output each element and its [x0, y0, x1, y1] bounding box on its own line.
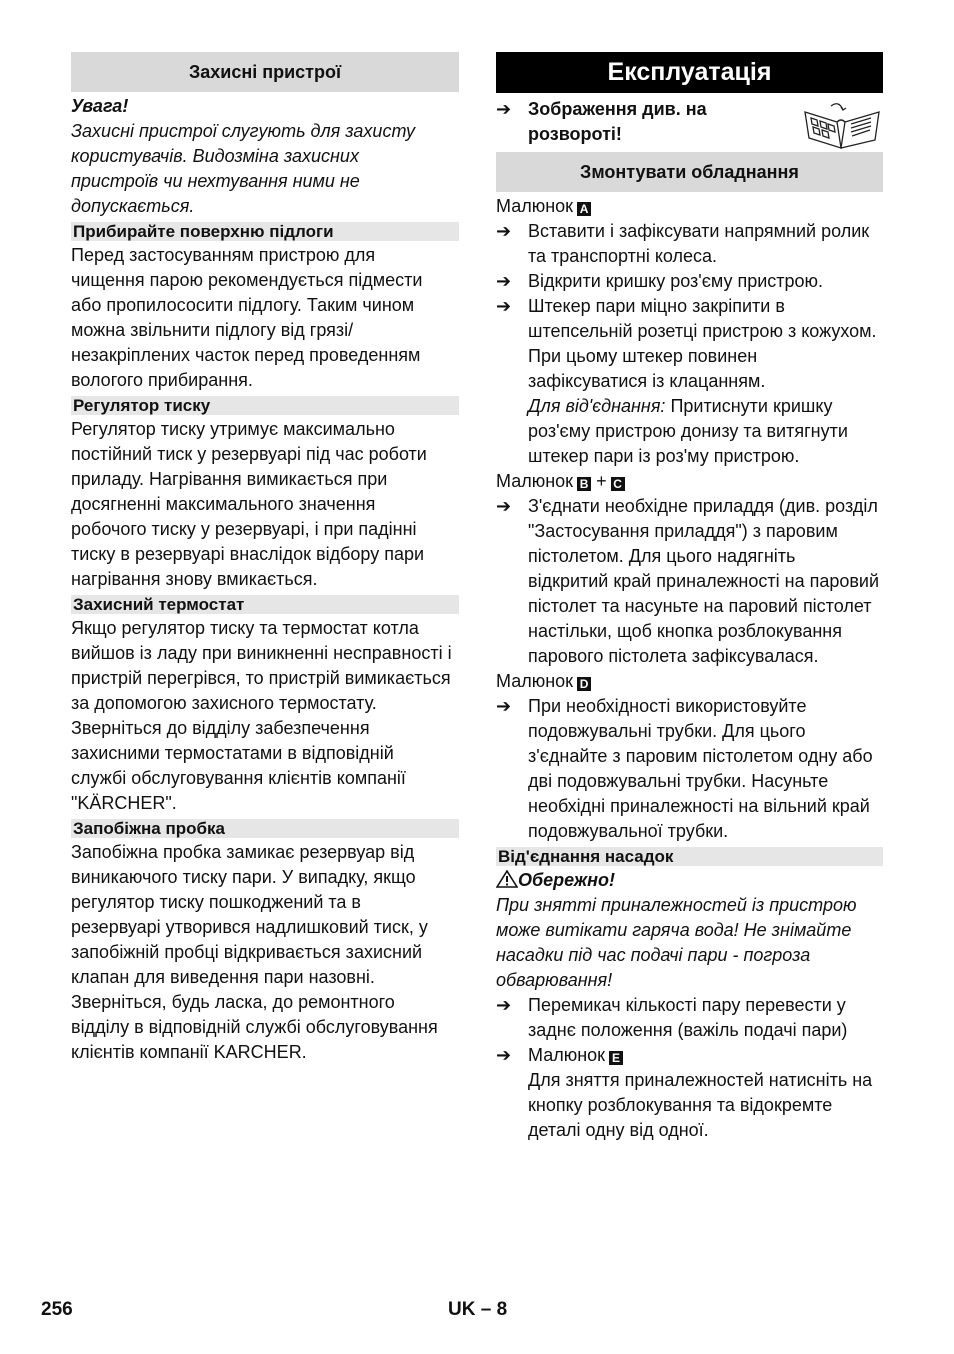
- subheading-clean-floor: Прибирайте поверхню підлоги: [71, 222, 459, 241]
- paragraph-pressure-regulator: Регулятор тиску утримує максимально постійний тиск у резервуарі під час роботи приладу. Нагрівання вимикається при досягненні максимального значення робочого тиску у резервуарі, і при падінні тиску в резервуарі внаслідок відбору пари нагрівання знову вмикається.: [71, 419, 427, 589]
- arrow-icon: ➔: [496, 1045, 512, 1065]
- subheading-safety-plug: Запобіжна пробка: [71, 819, 459, 838]
- section-title-assemble: Змонтувати обладнання: [496, 152, 883, 192]
- caution-text: При знятті приналежностей із пристрою може витікати гаряча вода! Не знімайте насадки під час подачі пари - погроза обварювання!: [496, 895, 857, 990]
- arrow-icon: ➔: [496, 696, 512, 716]
- figure-letter-a: A: [577, 202, 591, 216]
- figure-letter-e: E: [609, 1051, 623, 1065]
- arrow-icon: ➔: [496, 496, 512, 516]
- arrow-icon: ➔: [496, 221, 512, 241]
- main-title-operation: Експлуатація: [496, 52, 883, 93]
- step-steam-plug: ➔ Штекер пари міцно закріпити в штепсельній розетці пристрою з кожухом. При цьому штекер повинен зафіксуватися із клацанням. Для від'єднання: Притиснути кришку роз'єму пристрою донизу та витягнути штекер пари із роз'му пристрою.: [496, 294, 883, 469]
- page-number: 256: [41, 1299, 73, 1320]
- step-switch-steam: ➔ Перемикач кількості пару перевести у заднє положення (важіль подачі пари): [496, 995, 848, 1040]
- paragraph-safety-thermostat: Якщо регулятор тиску та термостат котла вийшов із ладу при виникненні несправності і пристрій перегрівся, то пристрій вимикається за допомогою захисного термостату. Зверніться до відділу забезпечення захисними термостатами в відповідній службі обслуговування клієнтів компанії "KÄRCHER".: [71, 618, 452, 813]
- arrow-icon: ➔: [496, 296, 512, 316]
- left-column: [71, 52, 459, 1065]
- figure-ref-a: Малюнок A: [496, 194, 883, 219]
- disconnect-line: Для від'єднання: Притиснути кришку: [528, 396, 833, 416]
- paragraph-safety-plug: Запобіжна пробка замикає резервуар від виникаючого тиску пари. У випадку, якщо регулятор тиску пошкоджений та в резервуарі утворився надлишковий тиск, у запобіжній пробці відкривається захисний клапан для виведення пари назовні. Зверніться, будь ласка, до ремонтного відділу в відповідній службі обслуговування клієнтів компанії KARCHER.: [71, 842, 438, 1062]
- section-title-protection: Захисні пристрої: [71, 52, 459, 92]
- see-images-note: ➔ Зображення див. на розвороті!: [496, 99, 707, 144]
- step-insert-wheels: ➔ Вставити і зафіксувати напрямний ролик та транспортні колеса.: [496, 221, 870, 266]
- section-code: UK – 8: [448, 1299, 508, 1320]
- arrow-icon: ➔: [496, 995, 512, 1015]
- paragraph-clean-floor: Перед застосуванням пристрою для чищення парою рекомендується підмести або пропилососити підлогу. Таким чином можна звільнити підлогу від грязі/ незакріплених часток перед проведенням вологого прибирання.: [71, 245, 423, 390]
- subheading-detach-nozzles: Від'єднання насадок: [496, 847, 883, 866]
- figure-letter-d: D: [577, 677, 591, 691]
- figure-letter-c: C: [611, 477, 625, 491]
- arrow-icon: ➔: [496, 271, 512, 291]
- right-column: [496, 52, 883, 1143]
- figure-letter-b: B: [577, 477, 591, 491]
- arrow-icon: ➔: [496, 99, 512, 119]
- step-open-cover: ➔ Відкрити кришку роз'єму пристрою.: [496, 269, 883, 294]
- warning-triangle-icon: [496, 870, 518, 888]
- step-detach-parts: ➔ Малюнок E Для зняття приналежностей натисніть на кнопку розблокування та відокремте деталі одну від одної.: [496, 1045, 873, 1140]
- warning-text: Захисні пристрої слугують для захисту користувачів. Видозміна захисних пристроїв чи нехтування ними не допускається.: [71, 121, 416, 216]
- subheading-pressure-regulator: Регулятор тиску: [71, 396, 459, 415]
- step-connect-accessories: ➔ З'єднати необхідне приладдя (див. розділ "Застосування приладдя") з паровим пістолетом. Для цього надягніть відкритий край приналежності на паровий пістолет та насуньте на паровий пістолет настільки, щоб кнопка розблокування парового пістолета зафіксувалася.: [496, 496, 880, 666]
- figure-ref-d: Малюнок D: [496, 669, 883, 694]
- step-extension-tubes: ➔ При необхідності використовуйте подовжувальні трубки. Для цього з'єднайте з паровим пістолетом одну або дві подовжувальні трубки. Насуньте необхідні приналежності на вільний край подовжувальної трубки.: [496, 696, 873, 841]
- subheading-safety-thermostat: Захисний термостат: [71, 595, 459, 614]
- open-book-icon: [801, 100, 883, 150]
- figure-ref-bc: Малюнок B + C: [496, 469, 883, 494]
- warning-label: Увага!: [71, 96, 129, 116]
- caution-label-line: Обережно!: [496, 868, 883, 893]
